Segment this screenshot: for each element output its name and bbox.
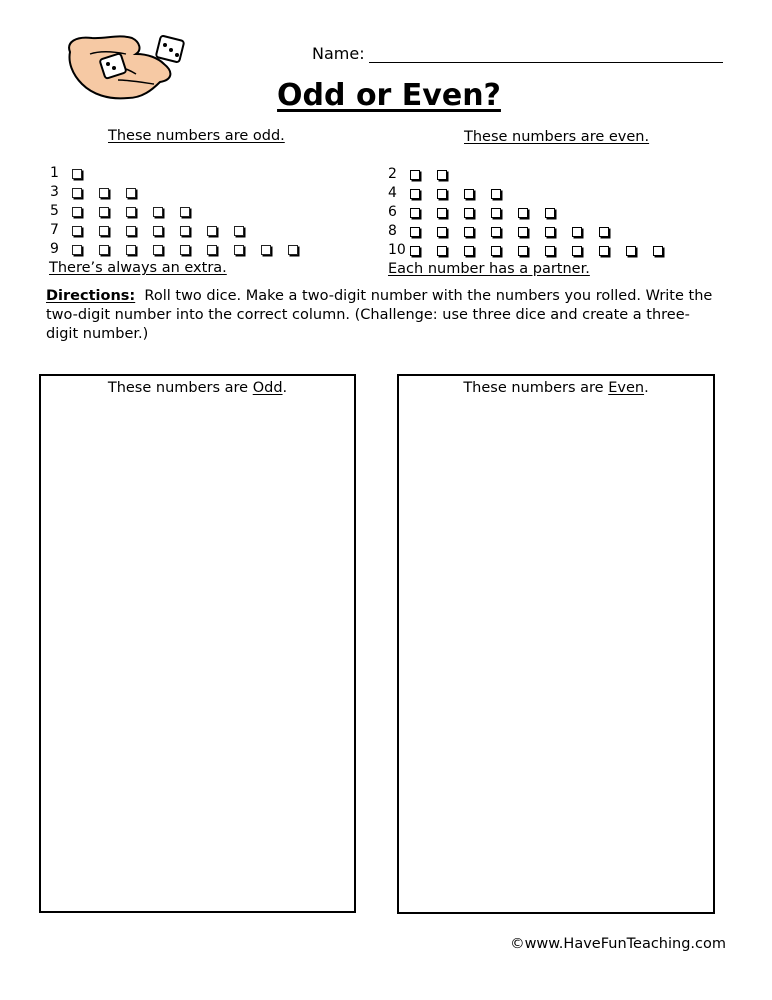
checkbox-icon [72, 169, 82, 179]
checkbox-icon [464, 246, 474, 256]
checkbox-icon [572, 227, 582, 237]
checkbox-icon [126, 188, 136, 198]
checkbox-icon [491, 189, 501, 199]
odd-row-number: 5 [50, 203, 59, 219]
even-row [388, 184, 680, 203]
checkbox-icon [491, 246, 501, 256]
odd-row [50, 202, 315, 221]
checkbox-icon [126, 207, 136, 217]
even-row-number: 10 [388, 242, 406, 258]
odd-row-number: 9 [50, 241, 59, 257]
odd-row [50, 164, 315, 183]
page-title: Odd or Even? [277, 78, 501, 113]
checkbox-icon [207, 226, 217, 236]
checkbox-icon [153, 226, 163, 236]
directions-text: Roll two dice. Make a two-digit number with the numbers you rolled. Write the two-digit number into the correct column. (Challenge: use three dice and create a three-digit number.) [46, 288, 713, 342]
even-note: Each number has a partner. [388, 261, 590, 277]
even-answer-box[interactable] [397, 374, 715, 914]
odd-number-rows [50, 164, 315, 259]
checkbox-icon [599, 227, 609, 237]
checkbox-icon [153, 207, 163, 217]
checkbox-icon [126, 226, 136, 236]
even-row [388, 222, 680, 241]
even-heading: These numbers are even. [464, 129, 650, 145]
checkbox-icon [491, 227, 501, 237]
checkbox-icon [72, 188, 82, 198]
odd-row-number: 1 [50, 165, 59, 181]
odd-keyword: Odd [252, 380, 283, 396]
checkbox-icon [99, 226, 109, 236]
name-field-row [312, 44, 723, 63]
checkbox-icon [518, 246, 528, 256]
checkbox-icon [545, 227, 555, 237]
checkbox-icon [410, 208, 420, 218]
directions-label: Directions: [46, 288, 136, 304]
checkbox-icon [126, 245, 136, 255]
even-row-number: 8 [388, 223, 397, 239]
odd-row-number: 3 [50, 184, 59, 200]
odd-row [50, 183, 315, 202]
flying-die-icon [156, 35, 185, 62]
even-answer-heading: These numbers are Even. [463, 380, 649, 396]
even-row-number: 4 [388, 185, 397, 201]
odd-note: There’s always an extra. [49, 260, 227, 276]
even-row-number: 6 [388, 204, 397, 220]
checkbox-icon [464, 189, 474, 199]
checkbox-icon [288, 245, 298, 255]
checkbox-icon [518, 227, 528, 237]
even-row [388, 203, 680, 222]
checkbox-icon [572, 246, 582, 256]
checkbox-icon [626, 246, 636, 256]
odd-row-number: 7 [50, 222, 59, 238]
even-keyword: Even [608, 380, 645, 396]
checkbox-icon [234, 245, 244, 255]
checkbox-icon [437, 189, 447, 199]
odd-answer-heading: These numbers are Odd. [107, 380, 288, 396]
checkbox-icon [180, 226, 190, 236]
checkbox-icon [99, 207, 109, 217]
checkbox-icon [437, 208, 447, 218]
even-row-number: 2 [388, 166, 397, 182]
checkbox-icon [234, 226, 244, 236]
checkbox-icon [599, 246, 609, 256]
checkbox-icon [180, 207, 190, 217]
name-input-line[interactable] [369, 44, 723, 63]
checkbox-icon [153, 245, 163, 255]
checkbox-icon [491, 208, 501, 218]
checkbox-icon [99, 245, 109, 255]
checkbox-icon [437, 170, 447, 180]
odd-answer-box[interactable] [39, 374, 356, 913]
name-label: Name: [312, 44, 365, 63]
checkbox-icon [653, 246, 663, 256]
checkbox-icon [207, 245, 217, 255]
even-row [388, 165, 680, 184]
checkbox-icon [261, 245, 271, 255]
checkbox-icon [437, 227, 447, 237]
checkbox-icon [464, 227, 474, 237]
checkbox-icon [437, 246, 447, 256]
directions [46, 287, 716, 344]
checkbox-icon [464, 208, 474, 218]
checkbox-icon [410, 227, 420, 237]
odd-heading: These numbers are odd. [108, 128, 285, 144]
even-row [388, 241, 680, 260]
checkbox-icon [410, 246, 420, 256]
checkbox-icon [72, 245, 82, 255]
footer-copyright: ©www.HaveFunTeaching.com [510, 936, 726, 952]
checkbox-icon [72, 207, 82, 217]
checkbox-icon [545, 208, 555, 218]
odd-row [50, 221, 315, 240]
even-number-rows [388, 165, 680, 260]
checkbox-icon [518, 208, 528, 218]
checkbox-icon [545, 246, 555, 256]
checkbox-icon [72, 226, 82, 236]
checkbox-icon [410, 170, 420, 180]
checkbox-icon [410, 189, 420, 199]
odd-row [50, 240, 315, 259]
checkbox-icon [99, 188, 109, 198]
checkbox-icon [180, 245, 190, 255]
